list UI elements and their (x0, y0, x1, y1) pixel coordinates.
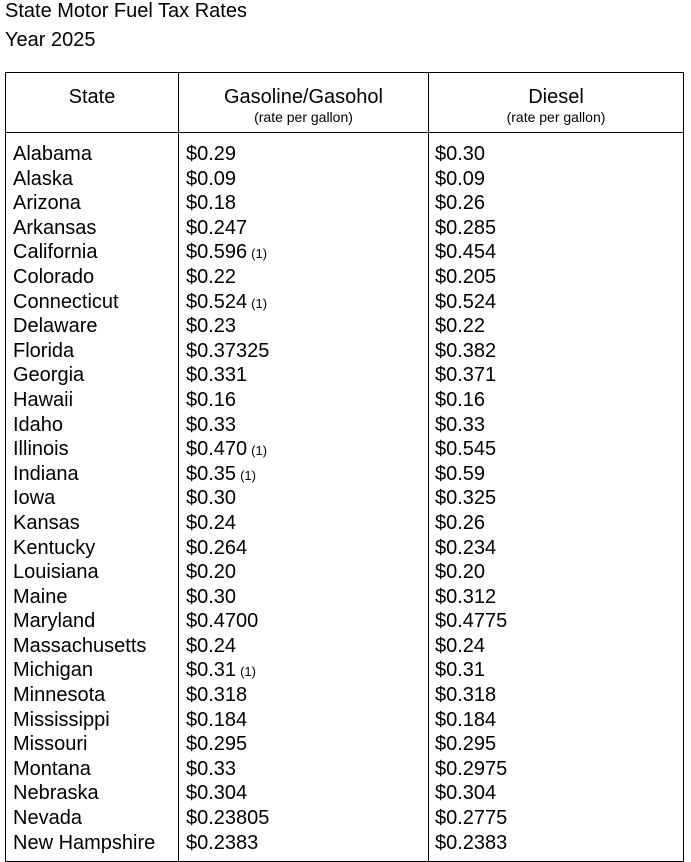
gasoline-cell (186, 388, 240, 415)
table-row (6, 191, 683, 216)
gasoline-cell (186, 314, 240, 341)
gasoline-rate: $0.35 (186, 462, 237, 485)
gasoline-rate: $0.2383 (186, 831, 259, 854)
table-row (6, 462, 683, 487)
gasoline-cell (186, 216, 251, 243)
state-cell: Nebraska (13, 782, 99, 805)
gasoline-cell (186, 462, 256, 489)
gasoline-rate: $0.23805 (186, 807, 270, 830)
gasoline-rate: $0.4700 (186, 610, 259, 633)
gasoline-rate: $0.264 (186, 536, 248, 559)
gasoline-rate: $0.184 (186, 708, 248, 731)
gasoline-rate: $0.18 (186, 192, 237, 215)
state-cell: Florida (13, 339, 75, 362)
state-cell: Mississippi (13, 708, 110, 731)
table-row (6, 240, 683, 265)
header-gasoline-unit: (rate per gallon) (254, 109, 353, 125)
state-cell: Georgia (13, 364, 85, 387)
gasoline-rate: $0.30 (186, 585, 237, 608)
diesel-cell: $0.454 (435, 241, 497, 264)
state-cell: New Hampshire (13, 831, 156, 854)
state-cell: Minnesota (13, 684, 106, 707)
diesel-cell: $0.30 (435, 143, 486, 165)
diesel-cell: $0.20 (435, 561, 486, 584)
state-cell: Arizona (13, 192, 81, 215)
header-divider (6, 132, 683, 133)
table-row (6, 290, 683, 315)
diesel-cell: $0.545 (435, 438, 497, 461)
gasoline-cell (186, 708, 251, 735)
footnote-marker: (1) (251, 295, 268, 311)
table-row (6, 413, 683, 438)
table-row (6, 265, 683, 290)
diesel-cell: $0.318 (435, 684, 497, 707)
diesel-cell: $0.382 (435, 339, 497, 362)
diesel-cell: $0.285 (435, 216, 497, 239)
footnote-marker: (1) (240, 467, 256, 483)
diesel-cell: $0.2775 (435, 807, 508, 830)
table-row (6, 806, 683, 831)
diesel-cell: $0.524 (435, 290, 497, 313)
state-cell: Hawaii (13, 388, 74, 411)
gasoline-cell (186, 757, 240, 784)
gasoline-rate: $0.596 (186, 241, 248, 264)
gasoline-rate: $0.524 (186, 290, 248, 313)
gasoline-cell (186, 683, 251, 710)
diesel-cell: $0.26 (435, 192, 486, 215)
table-row (6, 634, 683, 659)
gasoline-cell (186, 363, 251, 390)
gasoline-rate: $0.470 (186, 438, 248, 461)
state-cell: Kansas (13, 511, 80, 534)
table-row (6, 388, 683, 413)
table-row (6, 708, 683, 733)
gasoline-rate: $0.16 (186, 388, 237, 411)
diesel-cell: $0.09 (435, 167, 486, 190)
header-gasoline-label: Gasoline/Gasohol (224, 86, 383, 108)
header-state (6, 73, 178, 132)
gasoline-rate: $0.295 (186, 733, 248, 756)
table-row (6, 142, 683, 167)
diesel-cell: $0.2975 (435, 757, 508, 780)
diesel-cell: $0.295 (435, 733, 497, 756)
diesel-cell: $0.184 (435, 708, 497, 731)
table-row (6, 511, 683, 536)
table-row (6, 658, 683, 683)
table-row (6, 560, 683, 585)
diesel-cell: $0.4775 (435, 610, 508, 633)
diesel-cell: $0.33 (435, 413, 486, 436)
gasoline-cell (186, 560, 240, 587)
gasoline-cell (186, 585, 240, 612)
state-cell: Louisiana (13, 561, 99, 584)
gasoline-rate: $0.30 (186, 487, 237, 510)
table-body (6, 142, 683, 855)
diesel-cell: $0.31 (435, 659, 486, 682)
state-cell: Connecticut (13, 290, 119, 313)
table-row (6, 585, 683, 610)
table-row (6, 732, 683, 757)
table-row (6, 831, 683, 856)
table-row (6, 683, 683, 708)
gasoline-cell (186, 732, 251, 759)
state-cell: Alabama (13, 143, 92, 165)
diesel-cell: $0.16 (435, 388, 486, 411)
gasoline-rate: $0.33 (186, 413, 237, 436)
gasoline-rate: $0.37325 (186, 339, 270, 362)
gasoline-rate: $0.33 (186, 757, 237, 780)
state-cell: Illinois (13, 438, 69, 461)
gasoline-cell (186, 634, 240, 661)
table-row (6, 339, 683, 364)
diesel-cell: $0.24 (435, 634, 486, 657)
state-cell: Idaho (13, 413, 64, 436)
gasoline-rate: $0.09 (186, 167, 237, 190)
gasoline-cell (186, 511, 240, 538)
table-row (6, 757, 683, 782)
footnote-marker: (1) (251, 443, 268, 459)
table-row (6, 216, 683, 241)
gasoline-cell (186, 290, 267, 317)
table-row (6, 314, 683, 339)
gasoline-cell (186, 806, 273, 833)
header-diesel (429, 73, 683, 132)
gasoline-cell (186, 609, 262, 636)
gasoline-rate: $0.24 (186, 634, 237, 657)
state-cell: California (13, 241, 98, 264)
state-cell: Colorado (13, 265, 95, 288)
gasoline-cell (186, 142, 240, 169)
table-row (6, 609, 683, 634)
state-cell: Kentucky (13, 536, 96, 559)
gasoline-rate: $0.24 (186, 511, 237, 534)
diesel-cell: $0.325 (435, 487, 497, 510)
fuel-tax-table (5, 72, 684, 862)
header-state-label: State (68, 86, 116, 108)
gasoline-cell (186, 831, 262, 858)
table-row (6, 536, 683, 561)
state-cell: Arkansas (13, 216, 97, 239)
gasoline-rate: $0.22 (186, 265, 237, 288)
page-title: State Motor Fuel Tax Rates (5, 0, 247, 22)
gasoline-cell (186, 437, 267, 464)
gasoline-rate: $0.20 (186, 561, 237, 584)
gasoline-cell (186, 658, 256, 685)
diesel-cell: $0.312 (435, 585, 497, 608)
gasoline-cell (186, 265, 240, 292)
state-cell: Maine (13, 585, 68, 608)
footnote-marker: (1) (251, 246, 268, 262)
page-subtitle: Year 2025 (5, 29, 96, 51)
header-gasoline (179, 73, 428, 132)
table-row (6, 486, 683, 511)
table-row (6, 781, 683, 806)
gasoline-cell (186, 486, 240, 513)
gasoline-cell (186, 167, 240, 194)
gasoline-rate: $0.29 (186, 143, 237, 165)
gasoline-rate: $0.318 (186, 684, 248, 707)
state-cell: Massachusetts (13, 634, 147, 657)
diesel-cell: $0.59 (435, 462, 486, 485)
state-cell: Nevada (13, 807, 82, 830)
gasoline-cell (186, 781, 251, 808)
state-cell: Maryland (13, 610, 96, 633)
state-cell: Iowa (13, 487, 56, 510)
gasoline-cell (186, 191, 240, 218)
diesel-cell: $0.26 (435, 511, 486, 534)
state-cell: Alaska (13, 167, 74, 190)
table-row (6, 437, 683, 462)
state-cell: Missouri (13, 733, 88, 756)
diesel-cell: $0.205 (435, 265, 497, 288)
header-diesel-unit: (rate per gallon) (506, 109, 606, 125)
gasoline-rate: $0.247 (186, 216, 248, 239)
table-row (6, 363, 683, 388)
gasoline-rate: $0.331 (186, 364, 248, 387)
diesel-cell: $0.304 (435, 782, 497, 805)
gasoline-cell (186, 536, 251, 563)
state-cell: Indiana (13, 462, 79, 485)
state-cell: Montana (13, 757, 91, 780)
header-diesel-label: Diesel (528, 86, 584, 108)
gasoline-cell (186, 240, 267, 267)
state-cell: Delaware (13, 315, 98, 338)
gasoline-rate: $0.304 (186, 782, 248, 805)
gasoline-rate: $0.31 (186, 659, 237, 682)
diesel-cell: $0.371 (435, 364, 497, 387)
state-cell: Michigan (13, 659, 94, 682)
diesel-cell: $0.22 (435, 315, 486, 338)
gasoline-rate: $0.23 (186, 315, 237, 338)
diesel-cell: $0.2383 (435, 831, 508, 854)
footnote-marker: (1) (240, 664, 256, 680)
gasoline-cell (186, 413, 240, 440)
table-row (6, 167, 683, 192)
gasoline-cell (186, 339, 273, 366)
diesel-cell: $0.234 (435, 536, 497, 559)
